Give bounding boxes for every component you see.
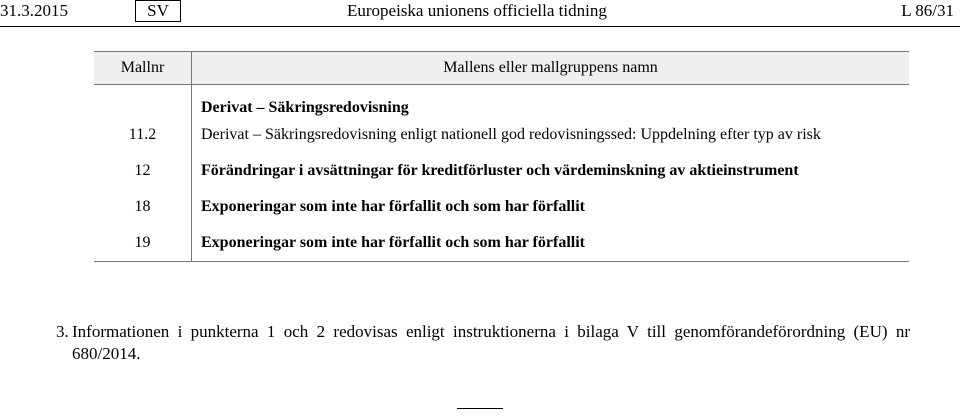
template-number: 18: [94, 189, 192, 225]
template-name: Derivat – Säkringsredovisning enligt nationell god redovisningssed: Uppdelning efter typ av risk: [201, 126, 821, 143]
page-header: [0, 0, 960, 26]
publication-date: 31.3.2015: [0, 1, 68, 20]
template-name: Förändringar i avsättningar för kreditförluster och värdeminskning av aktieinstrument: [201, 162, 799, 179]
journal-title: Europeiska unionens officiella tidning: [347, 1, 607, 20]
templates-table: [94, 51, 909, 262]
paragraph-number: 3.: [56, 322, 69, 341]
table-row: [94, 85, 909, 118]
page-reference: L 86/31: [901, 1, 954, 20]
table-row: [94, 225, 909, 262]
table-header-row: [94, 52, 909, 85]
end-of-section-rule: [457, 408, 503, 409]
column-header-template-name: Mallens eller mallgruppens namn: [192, 52, 910, 85]
template-name: Exponeringar som inte har förfallit och som har förfallit: [192, 225, 910, 262]
template-number: 19: [94, 225, 192, 262]
paragraph-text: Informationen i punkterna 1 och 2 redovisas enligt instruktionerna i bilaga V till genomförandeförordning (EU) nr 680/2014.: [72, 322, 910, 363]
table-row: [94, 117, 909, 153]
template-number: 11.2: [94, 117, 192, 153]
column-header-template-number: Mallnr: [94, 52, 192, 85]
template-name: Exponeringar som inte har förfallit och som har förfallit: [201, 198, 585, 215]
table-row: [94, 153, 909, 189]
template-name: Derivat – Säkringsredovisning: [201, 99, 409, 116]
table-row: [94, 189, 909, 225]
language-badge: SV: [135, 0, 181, 22]
header-divider: [0, 26, 960, 27]
template-number: [94, 85, 192, 118]
paragraph-3: [56, 321, 910, 365]
template-number: 12: [94, 153, 192, 189]
